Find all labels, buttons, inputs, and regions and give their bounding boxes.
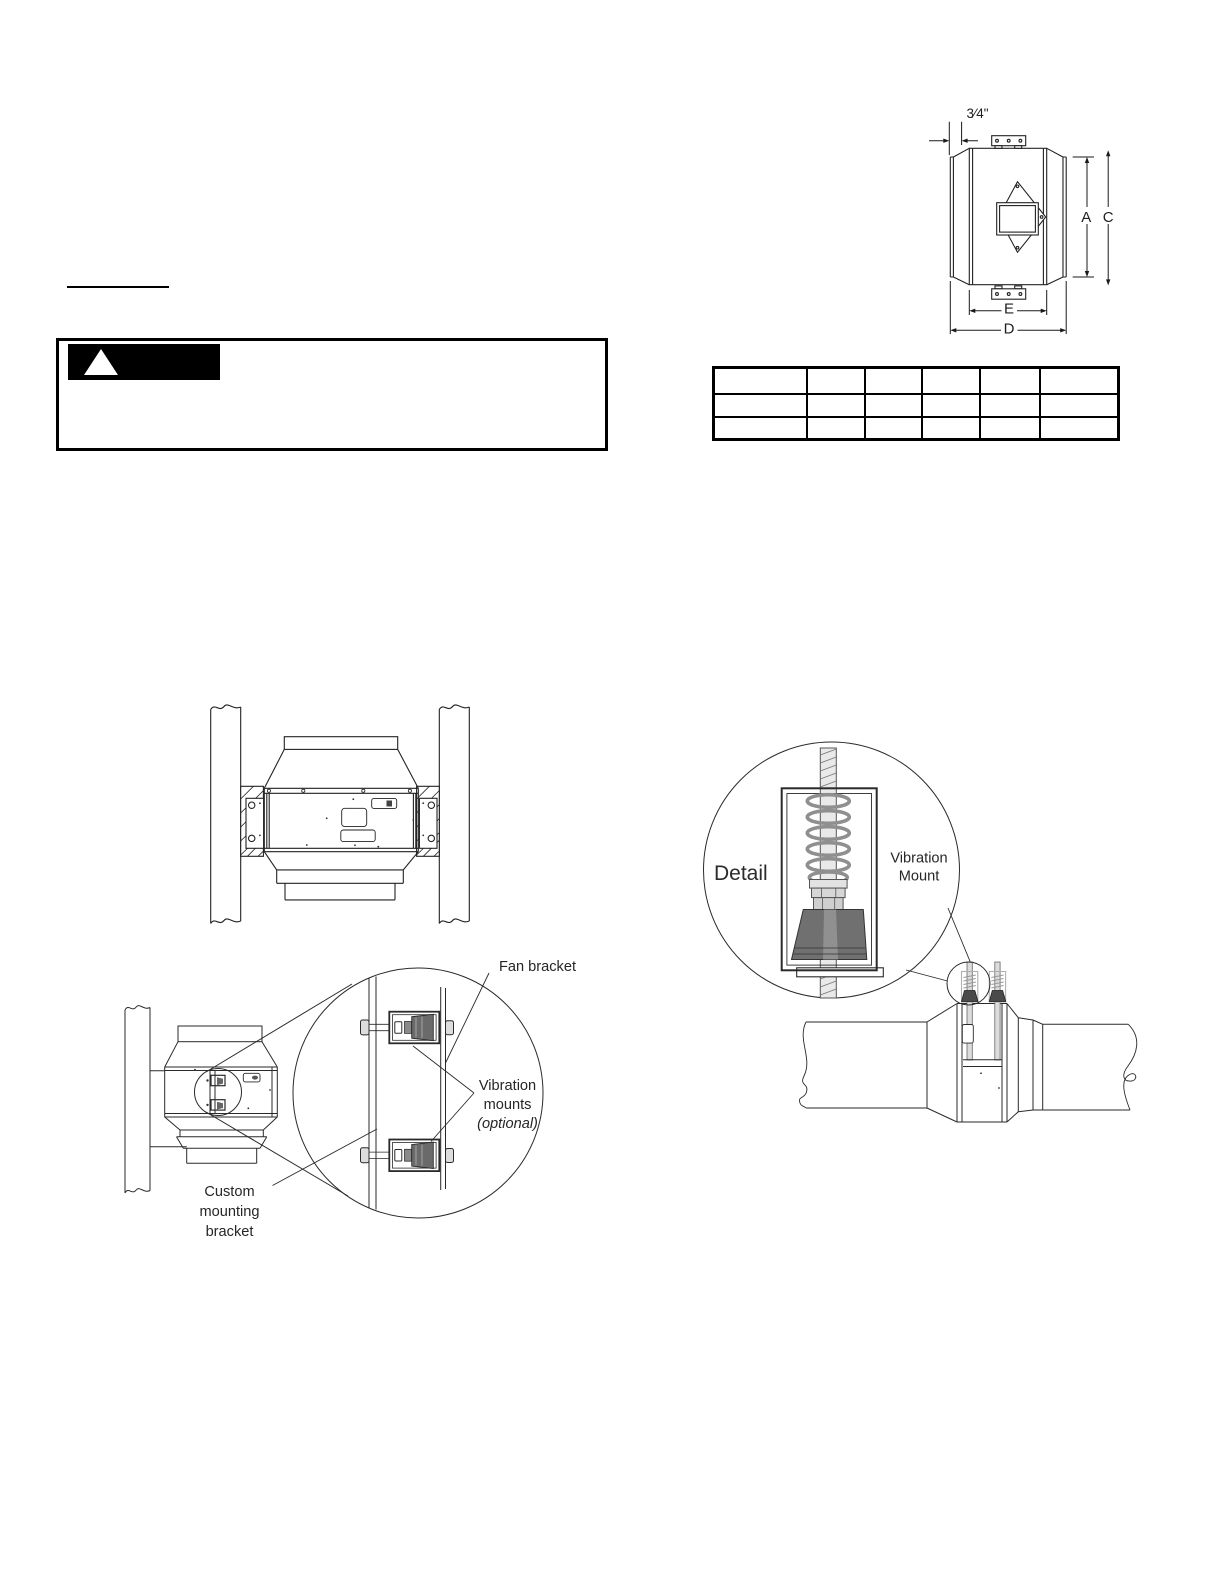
table-cell [980, 417, 1040, 440]
table-cell [714, 394, 807, 417]
callout-cone-lines [206, 984, 352, 1196]
dim-c-label: C [1102, 209, 1114, 226]
left-joist [211, 705, 241, 924]
vibration-mount-label-line1: Vibration [890, 850, 948, 867]
table-cell [714, 368, 807, 394]
spec-table [712, 366, 1120, 441]
vibration-mounts-label-line2: mounts [483, 1097, 532, 1113]
dim-d-label: D [1003, 320, 1015, 338]
dim-a-label: A [1081, 209, 1092, 226]
table-cell [1040, 394, 1119, 417]
duct-break-right [1124, 1024, 1137, 1110]
warning-box [56, 338, 608, 451]
warning-header-bar [68, 344, 220, 380]
table-cell [922, 417, 980, 440]
dimension-diagram [900, 80, 1224, 360]
table-cell [922, 394, 980, 417]
table-cell [1040, 368, 1119, 394]
joist-mount-diagram [170, 670, 500, 960]
table-cell [922, 368, 980, 394]
joist [125, 1006, 150, 1193]
table-cell [1040, 417, 1119, 440]
right-joist [439, 705, 469, 924]
fan-outline [950, 136, 1066, 299]
magnified-bracket-view [361, 977, 454, 1210]
table-cell [807, 394, 865, 417]
vibration-mount-bottom [361, 1140, 454, 1172]
table-cell [714, 417, 807, 440]
table-cell [865, 394, 922, 417]
table-cell [865, 368, 922, 394]
detail-title: Detail [714, 862, 768, 885]
detail-cone-lines [906, 908, 971, 981]
table-cell [980, 394, 1040, 417]
duct-break-left [799, 1022, 806, 1108]
vibration-mount-label-line2: Mount [898, 868, 940, 885]
vibration-mount-detail [782, 748, 884, 998]
vibration-mounts-label-line3: (optional) [477, 1116, 538, 1132]
table-cell [807, 417, 865, 440]
custom-bracket-label-line3: bracket [205, 1224, 254, 1240]
duct-offset-label: 3⁄4" [966, 106, 989, 121]
vibration-mount-detail-diagram [690, 715, 1224, 1185]
warning-triangle-icon [84, 349, 118, 375]
suspended-fan [799, 962, 1136, 1122]
table-cell [807, 368, 865, 394]
table-cell [980, 368, 1040, 394]
custom-bracket-label-line1: Custom [204, 1184, 255, 1200]
fan-unit [246, 737, 437, 900]
coil-spring [807, 795, 849, 883]
vibration-mount-top [361, 1012, 454, 1044]
custom-bracket [150, 1071, 187, 1147]
fan-bracket-label: Fan bracket [498, 959, 577, 975]
table-cell [865, 417, 922, 440]
custom-bracket-label-line2: mounting [199, 1204, 260, 1220]
leader-lines [273, 973, 490, 1186]
vibration-mounts-label-line1: Vibration [478, 1078, 537, 1094]
dim-e-label: E [1003, 300, 1015, 318]
heading-underline [67, 286, 169, 288]
fan-unit-side [165, 1026, 278, 1163]
bracket-callout-diagram [80, 930, 580, 1250]
